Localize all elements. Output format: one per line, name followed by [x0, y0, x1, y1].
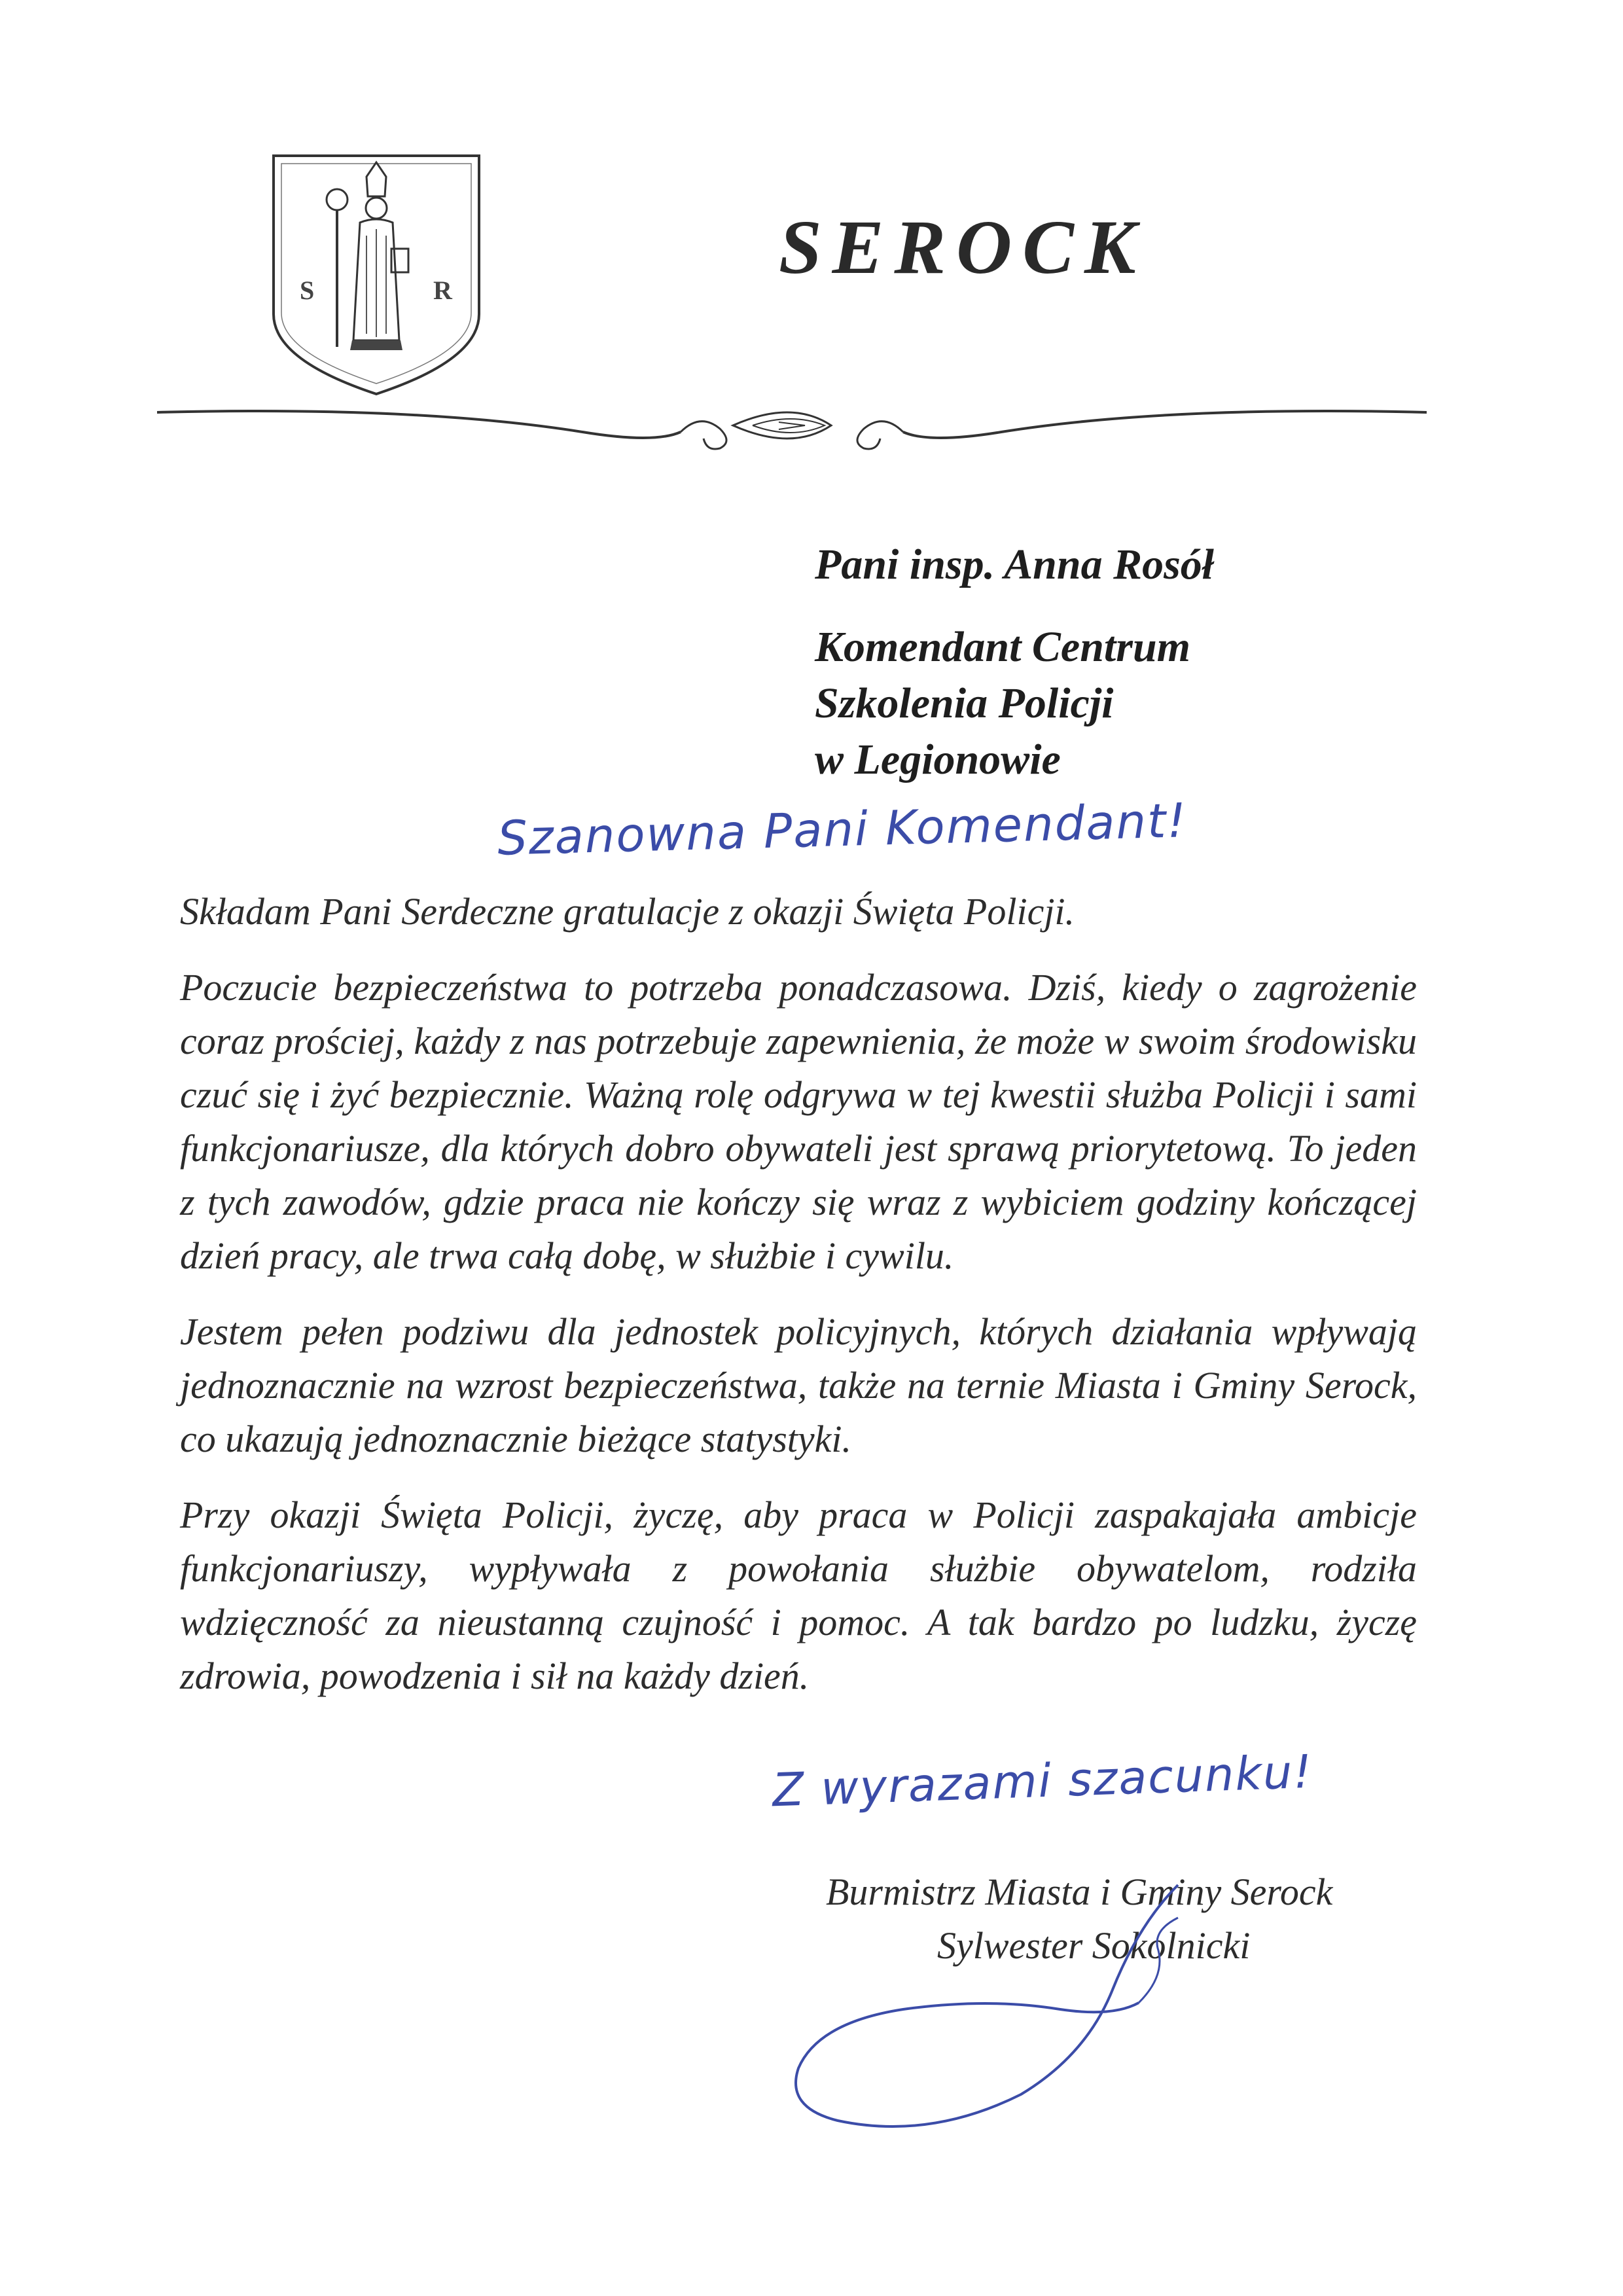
- body-paragraph: Poczucie bezpieczeństwa to potrzeba ponadczasowa. Dziś, kiedy o zagrożenie coraz prościej, każdy z nas potrzebuje zapewnienia, że może w swoim środowisku czuć się i żyć bezpiecznie. Ważną rolę odgrywa w tej kwestii służba Policji i sami funkcjonariusze, dla których dobro obywateli jest sprawą priorytetową. To jeden z tych zawodów, gdzie praca nie kończy się wraz z wybiciem godziny kończącej dzień pracy, ale trwa całą dobę, w służbie i cywilu.: [180, 966, 1417, 1277]
- letter-body: [180, 885, 1417, 1725]
- crest-letter-left: S: [300, 276, 315, 305]
- body-paragraph: Jestem pełen podziwu dla jednostek policyjnych, których działania wpływają jednoznacznie na wzrost bezpieczeństwa, także na ternie Miasta i Gminy Serock, co ukazują jednoznacznie bieżące statystyki.: [180, 1310, 1417, 1460]
- signatory-role: Burmistrz Miasta i Gminy Serock: [826, 1871, 1333, 1913]
- handwritten-salutation: Szanowna Pani Komendant!: [497, 793, 1188, 866]
- handwritten-closing: Z wyrazami szacunku!: [771, 1744, 1314, 1818]
- body-paragraph: Składam Pani Serdeczne gratulacje z okazji Święta Policji.: [180, 890, 1075, 933]
- addressee-name: Pani insp. Anna Rosół: [815, 541, 1215, 588]
- handwritten-signature: [772, 1846, 1296, 2147]
- addressee-title-line: w Legionowie: [815, 736, 1061, 783]
- body-paragraph: Przy okazji Święta Policji, życzę, aby praca w Policji zaspakajała ambicje funkcjonariuszy, wypływała z powołania służbie obywatelom, rodziła wdzięczność za nieustanną czujność i pomoc. A tak bardzo po ludzku, życzę zdrowia, powodzenia i sił na każdy dzień.: [180, 1494, 1417, 1697]
- signatory-name: Sylwester Sokolnicki: [937, 1924, 1251, 1967]
- ornamental-divider: [157, 386, 1427, 478]
- addressee-block: [815, 537, 1469, 788]
- addressee-title-line: Komendant Centrum: [815, 623, 1190, 671]
- addressee-title-line: Szkolenia Policji: [815, 679, 1114, 727]
- coat-of-arms-icon: [268, 151, 484, 399]
- letterhead-town-name: SEROCK: [779, 204, 1147, 290]
- crest-letter-right: R: [433, 276, 452, 305]
